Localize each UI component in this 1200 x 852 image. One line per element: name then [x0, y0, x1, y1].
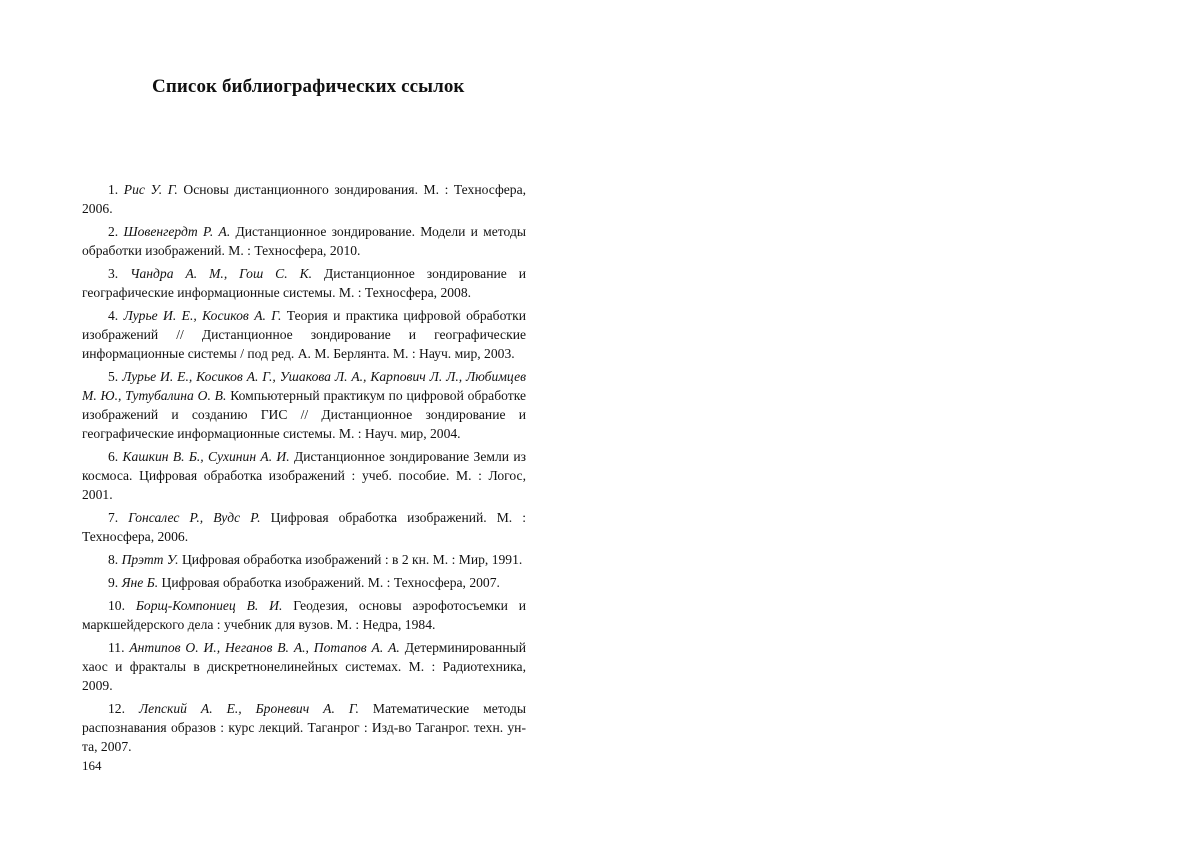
reference-authors: Борщ-Компониец В. И.: [135, 598, 283, 613]
reference-number: 8.: [108, 552, 122, 567]
reference-authors: Лепский А. Е., Броневич А. Г.: [138, 701, 359, 716]
reference-number: 9.: [108, 575, 122, 590]
reference-number: 6.: [108, 449, 123, 464]
reference-text: Дистанционное зондирование и географические информационные системы. М. : Техносфера, 2008.: [82, 266, 526, 300]
reference-text: Геодезия, основы аэрофотосъемки и маркшейдерского дела : учебник для вузов. М. : Недра, 1984.: [82, 598, 527, 632]
reference-text: Компьютерный практикум по цифровой обработке изображений и созданию ГИС // Дистанционное зондирование и географические информационные системы. М. : Науч. мир, 2004.: [82, 388, 526, 441]
reference-item: [82, 596, 526, 634]
reference-item: [82, 508, 526, 546]
reference-item: [82, 264, 526, 302]
reference-authors: Кашкин В. Б., Сухинин А. И.: [122, 449, 290, 464]
reference-number: 2.: [108, 224, 124, 239]
reference-item: [82, 447, 526, 504]
reference-item: [82, 180, 526, 218]
reference-authors: Чандра А. М., Гош С. К.: [130, 266, 313, 281]
reference-number: 12.: [108, 701, 139, 716]
reference-number: 4.: [108, 308, 124, 323]
reference-number: 3.: [108, 266, 131, 281]
page-title: Список библиографических ссылок: [152, 76, 465, 97]
reference-text: Основы дистанционного зондирования. М. : Техносфера, 2006.: [82, 182, 527, 216]
reference-text: Цифровая обработка изображений : в 2 кн. М. : Мир, 1991.: [178, 552, 523, 567]
reference-item: [82, 367, 526, 443]
reference-authors: Яне Б.: [121, 575, 159, 590]
reference-text: Дистанционное зондирование. Модели и методы обработки изображений. М. : Техносфера, 2010.: [82, 224, 526, 258]
reference-number: 11.: [108, 640, 130, 655]
reference-item: [82, 573, 526, 592]
reference-number: 1.: [108, 182, 124, 197]
reference-text: Цифровая обработка изображений. М. : Техносфера, 2007.: [158, 575, 500, 590]
reference-text: Цифровая обработка изображений. М. : Техносфера, 2006.: [82, 510, 526, 544]
reference-authors: Прэтт У.: [121, 552, 179, 567]
reference-item: [82, 550, 526, 569]
reference-authors: Антипов О. И., Неганов В. А., Потапов А. А.: [129, 640, 400, 655]
reference-number: 10.: [108, 598, 136, 613]
reference-authors: Гонсалес Р., Вудс Р.: [128, 510, 261, 525]
reference-text: Математические методы распознавания образов : курс лекций. Таганрог : Изд-во Таганрог. техн. ун-та, 2007.: [82, 701, 527, 754]
reference-text: Детерминированный хаос и фракталы в дискретнонелинейных системах. М. : Радиотехника, 2009.: [82, 640, 527, 693]
reference-authors: Лурье И. Е., Косиков А. Г.: [123, 308, 282, 323]
reference-item: [82, 306, 526, 363]
reference-text: Теория и практика цифровой обработки изображений // Дистанционное зондирование и географические информационные системы / под ред. А. М. Берлянта. М. : Науч. мир, 2003.: [82, 308, 527, 361]
reference-number: 5.: [108, 369, 123, 384]
reference-authors: Лурье И. Е., Косиков А. Г., Ушакова Л. А., Карпович Л. Л., Любимцев М. Ю., Тутубалина О. В.: [82, 369, 527, 403]
reference-item: [82, 699, 526, 756]
reference-list: [82, 180, 526, 760]
reference-item: [82, 638, 526, 695]
page-number: 164: [82, 758, 102, 773]
reference-number: 7.: [108, 510, 129, 525]
reference-authors: Рис У. Г.: [123, 182, 178, 197]
reference-authors: Шовенгердт Р. А.: [123, 224, 231, 239]
reference-text: Дистанционное зондирование Земли из космоса. Цифровая обработка изображений : учеб. пособие. М. : Логос, 2001.: [82, 449, 526, 502]
reference-item: [82, 222, 526, 260]
